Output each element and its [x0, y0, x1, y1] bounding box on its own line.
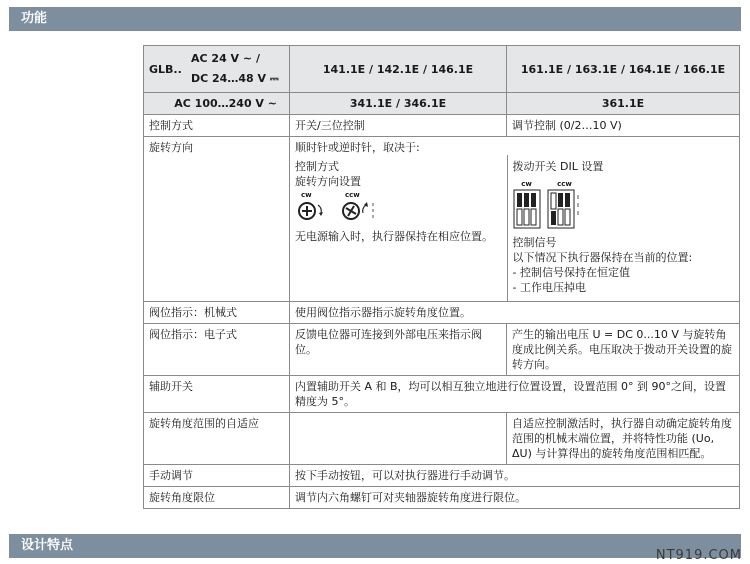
rotation-c2-bullet1: - 控制信号保持在恒定值 [512, 266, 630, 279]
glb-label: GLB.. [149, 62, 182, 76]
models-col1-bottom: 341.1E / 346.1E [290, 93, 507, 115]
rotation-c2-signal: 控制信号 [512, 236, 557, 249]
elec-col1: 反馈电位器可连接到外部电压来指示阀位。 [290, 324, 507, 376]
cw-symbol [295, 191, 329, 223]
models-col2-bottom: 361.1E [507, 93, 740, 115]
rotation-c2-line2: 以下情况下执行器保持在当前的位置: [512, 251, 693, 264]
row-label-control: 控制方式 [144, 115, 290, 137]
rotation-c1-line2: 旋转方向设置 [295, 175, 361, 188]
elec-col2: 产生的输出电压 U = DC 0...10 V 与旋转角度成比例关系。电压取决于拨动开关设置的旋转方向。 [507, 324, 740, 376]
ccw-rotation-icon [339, 199, 379, 223]
control-col2: 调节控制 (0/2…10 V) [507, 115, 740, 137]
dip-cw-label: cw [521, 180, 532, 188]
manual-text: 按下手动按钮，可以对执行器进行手动调节。 [290, 465, 740, 487]
rotation-c1-note: 无电源输入时，执行器保持在相应位置。 [295, 230, 493, 243]
aux-text: 内置辅助开关 A 和 B，均可以相互独立地进行位置设置，设置范围 0° 到 90°之间，设置精度为 5°。 [290, 376, 740, 413]
rotation-col2 [507, 155, 739, 301]
limit-text: 调节内六角螺钉可对夹轴器旋转角度进行限位。 [290, 487, 740, 509]
rotation-intro: 顺时针或逆时针，取决于: [295, 141, 420, 154]
rotation-c2-bullet2: - 工作电压掉电 [512, 281, 586, 294]
models-col1-top: 141.1E / 142.1E / 146.1E [290, 46, 507, 93]
rotation-c2-line1: 拨动开关 DIL 设置 [512, 160, 604, 173]
row-label-rotation: 旋转方向 [144, 137, 290, 302]
ac24-label: AC 24 V ~ / [191, 52, 260, 65]
dip-switch-diagram [513, 180, 734, 229]
cw-rotation-icon [295, 199, 329, 223]
section-title: 功能 [21, 11, 48, 26]
dc24-label: DC 24…48 V ⎓ [191, 72, 279, 85]
models-col2-top: 161.1E / 163.1E / 164.1E / 166.1E [507, 46, 740, 93]
rotation-symbols [295, 191, 502, 223]
section-header-design [9, 534, 741, 558]
dip-ccw [547, 180, 583, 229]
row-label-limit: 旋转角度限位 [144, 487, 290, 509]
watermark: NT919.COM [655, 548, 742, 563]
adapt-col1 [290, 413, 507, 465]
spec-table [143, 45, 740, 509]
ccw-label: ccw [345, 191, 360, 199]
rotation-col1 [290, 155, 507, 301]
rotation-c1-line1: 控制方式 [295, 160, 339, 173]
voltage-header-cell [144, 46, 290, 93]
ccw-symbol [339, 191, 379, 223]
row-label-adapt: 旋转角度范围的自适应 [144, 413, 290, 465]
mech-text: 使用阀位指示器指示旋转角度位置。 [290, 302, 740, 324]
dip-cw [513, 180, 541, 229]
section-title-design: 设计特点 [21, 538, 74, 553]
dip-switch-cw-icon [513, 189, 541, 229]
row-label-elec: 阀位指示：电子式 [144, 324, 290, 376]
dip-switch-ccw-icon [547, 189, 583, 229]
row-label-mech: 阀位指示：机械式 [144, 302, 290, 324]
control-col1: 开关/三位控制 [290, 115, 507, 137]
ac100-label: AC 100…240 V ~ [144, 93, 290, 115]
row-label-aux: 辅助开关 [144, 376, 290, 413]
adapt-col2: 自适应控制激活时，执行器自动确定旋转角度范围的机械末端位置，并将特性功能 (Uo, ΔU) 与计算得出的旋转角度范围相匹配。 [507, 413, 740, 465]
rotation-cell [290, 137, 740, 302]
row-label-manual: 手动调节 [144, 465, 290, 487]
cw-label: cw [301, 191, 312, 199]
dip-ccw-label: ccw [557, 180, 572, 188]
section-header-function [9, 7, 741, 31]
